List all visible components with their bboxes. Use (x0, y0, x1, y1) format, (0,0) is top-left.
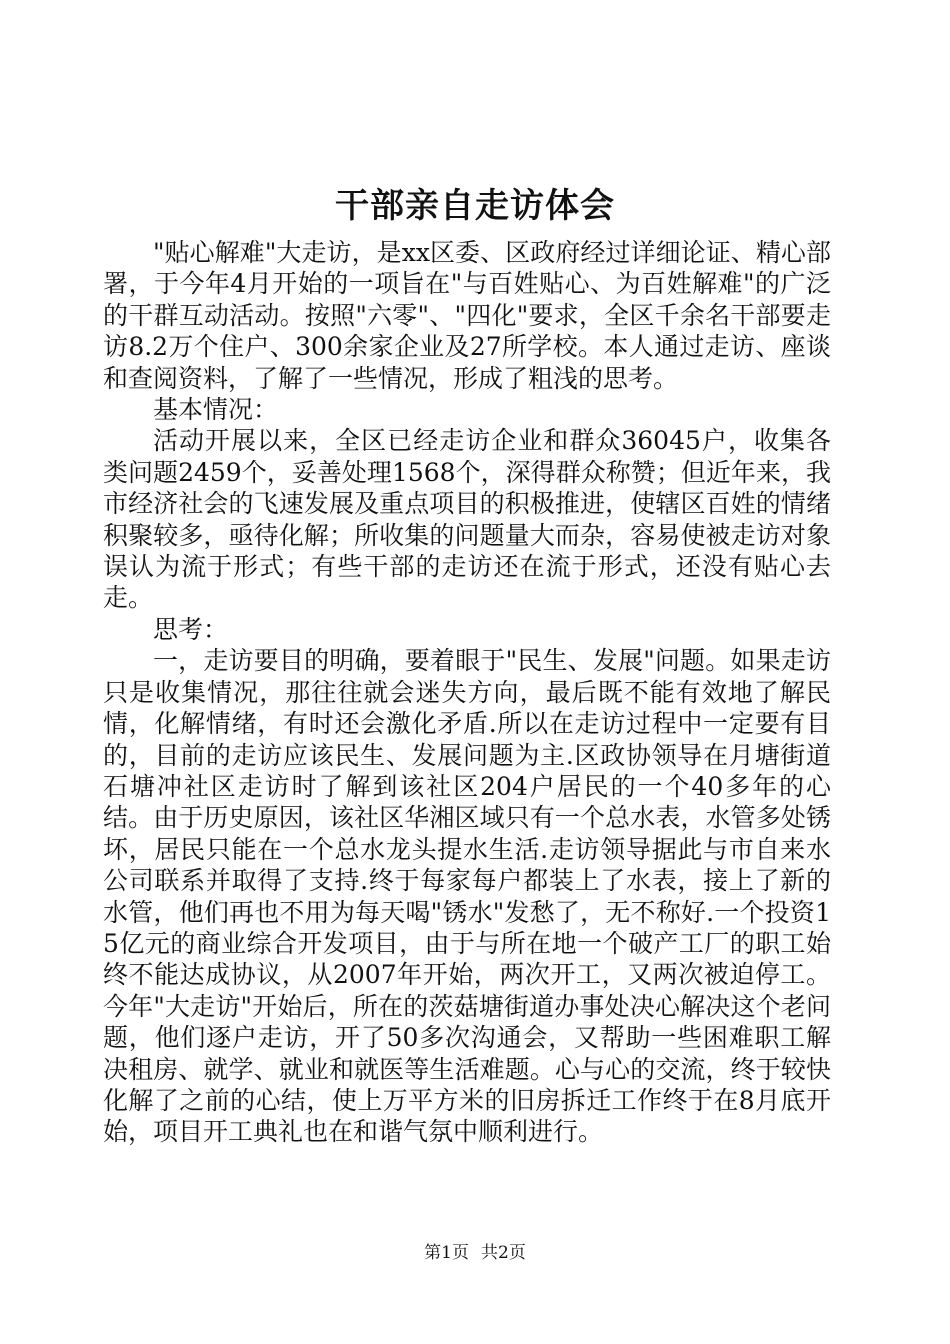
thoughts-paragraph-1: 一，走访要目的明确，要着眼于"民生、发展"问题。如果走访只是收集情况，那往往就会迷失方向，最后既不能有效地了解民情，化解情绪，有时还会激化矛盾.所以在走访过程中一定要有目的，目前的走访应该民生、发展问题为主.区政协领导在月塘街道石塘冲社区走访时了解到该社区204户居民的一个40多年的心结。由于历史原因，该社区华湘区域只有一个总水表，水管多处锈坏，居民只能在一个总水龙头提水生活.走访领导据此与市自来水公司联系并取得了支持.终于每家每户都装上了水表，接上了新的水管，他们再也不用为每天喝"锈水"发愁了，无不称好.一个投资15亿元的商业综合开发项目，由于与所在地一个破产工厂的职工始终不能达成协议，从2007年开始，两次开工，又两次被迫停工。今年"大走访"开始后，所在的茨菇塘街道办事处决心解决这个老问题，他们逐户走访，开了50多次沟通会，又帮助一些困难职工解决租房、就学、就业和就医等生活难题。心与心的交流，终于较快化解了之前的心结，使上万平方米的旧房拆迁工作终于在8月底开始，项目开工典礼也在和谐气氛中顺利进行。 (103, 646, 831, 1147)
page-footer (0, 1242, 950, 1264)
page-number-current: 第1页 (424, 1243, 469, 1263)
intro-paragraph: "贴心解难"大走访，是xx区委、区政府经过详细论证、精心部署，于今年4月开始的一项旨在"与百姓贴心、为百姓解难"的广泛的干群互动活动。按照"六零"、"四化"要求，全区千余名干部要走访8.2万个住户、300余家企业及27所学校。本人通过走访、座谈和查阅资料，了解了一些情况，形成了粗浅的思考。 (103, 238, 831, 393)
page-number-total: 共2页 (481, 1243, 526, 1263)
document-body (103, 237, 831, 1148)
basic-situation-paragraph: 活动开展以来，全区已经走访企业和群众36045户，收集各类问题2459个，妥善处理1568个，深得群众称赞；但近年来，我市经济社会的飞速发展及重点项目的积极推进，使辖区百姓的情绪积聚较多，亟待化解；所收集的问题量大而杂，容易使被走访对象误认为流于形式；有些干部的走访还在流于形式，还没有贴心去走。 (103, 426, 831, 613)
document-title: 干部亲自走访体会 (335, 186, 615, 226)
section-heading-basic-situation: 基本情况： (153, 395, 279, 425)
section-heading-thoughts: 思考： (153, 614, 229, 644)
